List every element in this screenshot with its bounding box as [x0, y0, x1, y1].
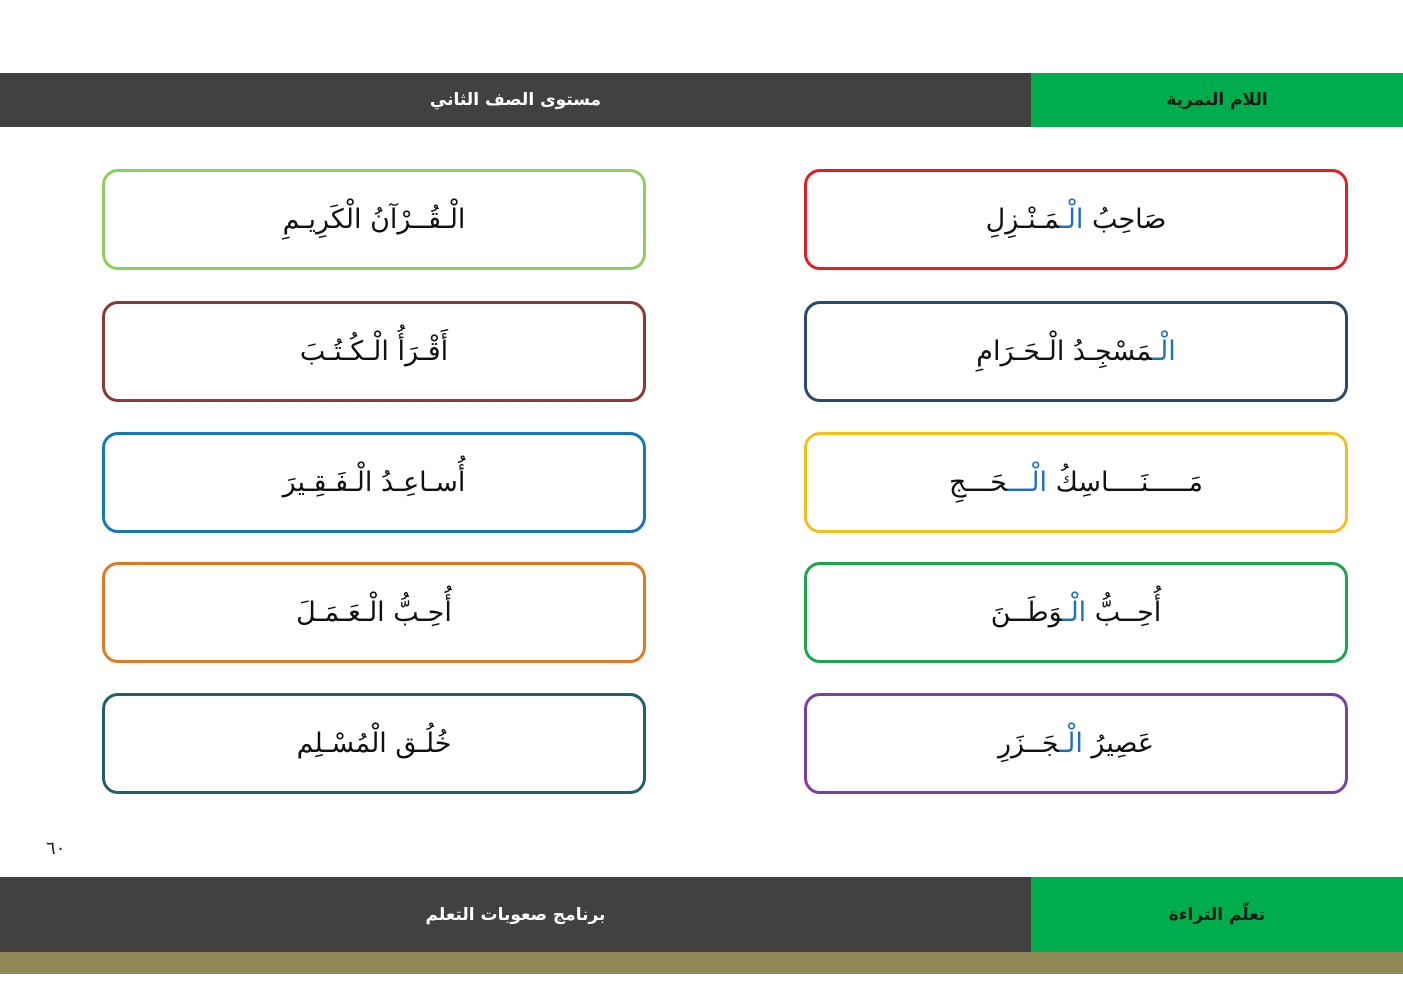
header-bar [0, 73, 1403, 127]
page-number: ٦٠ [46, 838, 66, 859]
word-text: عَصِيرُ الْـجَــزَرِ [998, 728, 1154, 759]
grade-level-title: مستوى الصف الثاني [0, 73, 1031, 127]
book-title: تعلّم التراءة [1031, 877, 1403, 952]
word-card-left-2 [102, 301, 646, 402]
word-text: الْـقُــرْآنُ الْكَرِيـمِ [282, 204, 466, 235]
word-text: أُحِــبُّ الْـوَطَــنَ [990, 597, 1162, 628]
program-title: برنامج صعوبات التعلم [0, 877, 1031, 952]
word-text: صَاحِبُ الْـمَـنْـزِلِ [985, 204, 1167, 235]
word-text: أُسـاعِـدُ الْـفَـقِـيرَ [282, 467, 466, 498]
lesson-title: اللام التمرية [1031, 73, 1403, 127]
footer-strip [0, 952, 1403, 974]
word-text: خُلُـق الْمُسْـلِم [296, 728, 452, 759]
word-card-left-1 [102, 169, 646, 270]
word-card-right-2 [804, 301, 1348, 402]
word-card-left-3 [102, 432, 646, 533]
word-card-left-5 [102, 693, 646, 794]
word-card-right-5 [804, 693, 1348, 794]
word-card-right-4 [804, 562, 1348, 663]
word-card-right-3 [804, 432, 1348, 533]
word-card-left-4 [102, 562, 646, 663]
word-text: الْـمَسْجِـدُ الْـحَـرَامِ [976, 336, 1176, 367]
word-text: أُحِـبُّ الْـعَـمَـلَ [296, 597, 452, 628]
footer-bar [0, 877, 1403, 952]
word-text: أَقْـرَأُ الْـكُـتُـبَ [299, 336, 449, 367]
word-text: مَـــــنَــــاسِكُ الْـــحَـــجِ [948, 467, 1204, 498]
word-card-right-1 [804, 169, 1348, 270]
